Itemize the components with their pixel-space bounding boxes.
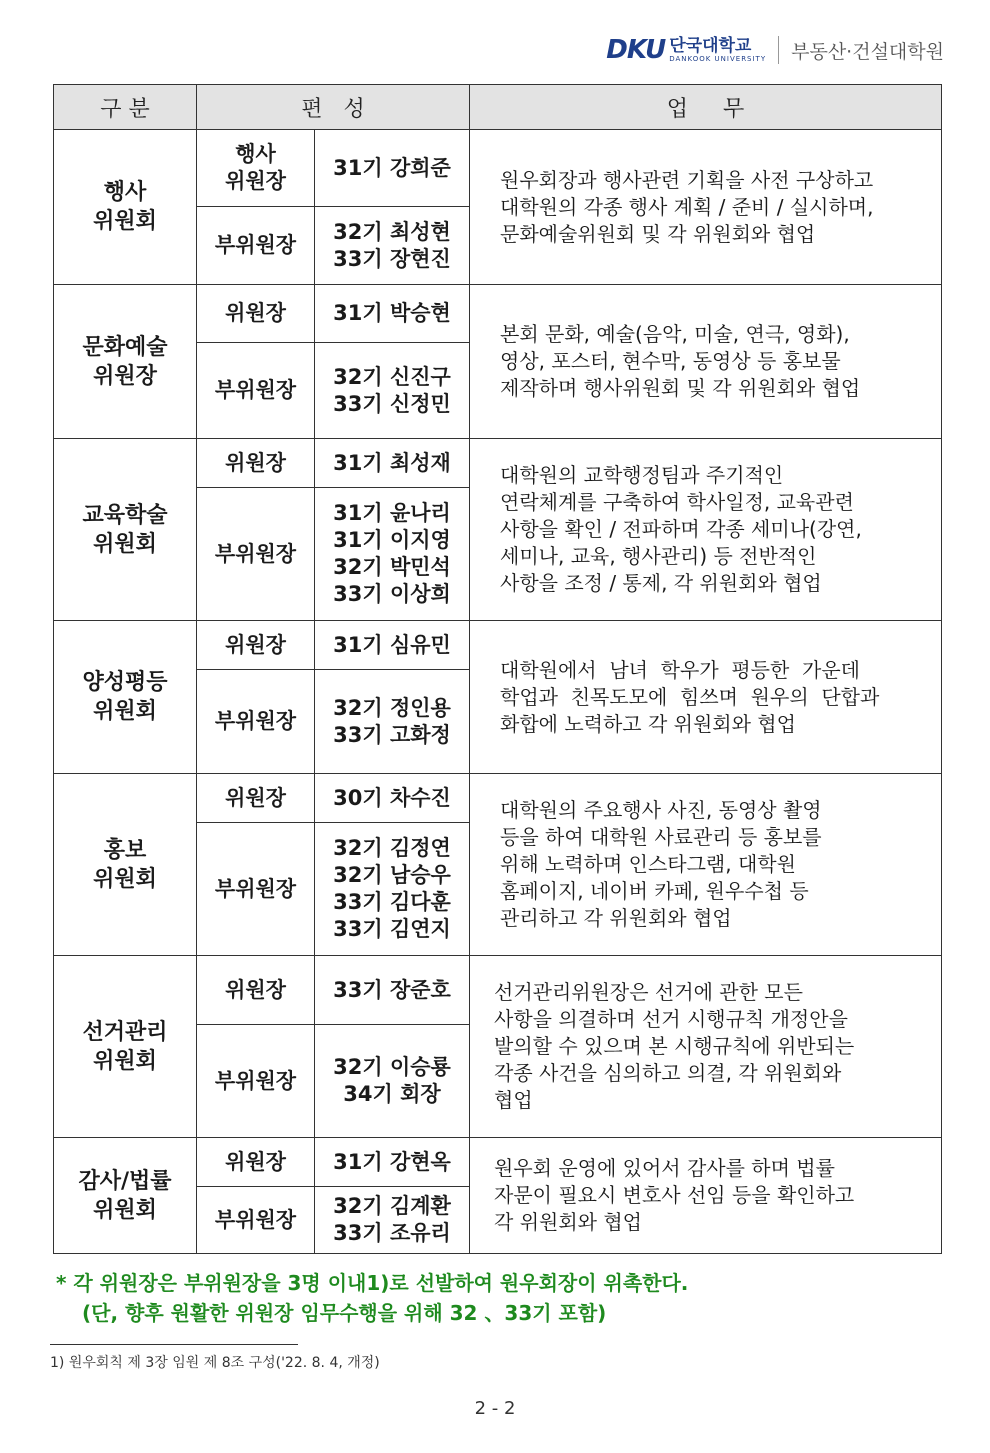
position-title — [197, 670, 315, 774]
duty-line: 세미나, 교육, 행사관리) 등 전반적인 — [500, 544, 817, 568]
committee-duty — [470, 956, 942, 1138]
footnote: 1) 원우회칙 제 3장 임원 제 8조 구성('22. 8. 4, 개정) — [50, 1355, 380, 1371]
duty-line: 대학원에서 남녀 학우가 평등한 가운데 — [500, 657, 860, 682]
member-name: 32기 김정연 — [333, 836, 451, 860]
committee-name-line: 감사/법률 — [78, 1168, 172, 1194]
duty-line: 발의할 수 있으며 본 시행규칙에 위반되는 — [494, 1034, 855, 1058]
table-row — [54, 130, 942, 207]
table-row — [54, 285, 942, 343]
committee-duty — [470, 774, 942, 956]
duty-line: 대학원의 주요행사 사진, 동영상 촬영 — [500, 798, 822, 822]
duty-line: 선거관리위원장은 선거에 관한 모든 — [494, 980, 803, 1004]
position-title — [197, 1187, 315, 1254]
duty-line: 영상, 포스터, 현수막, 동영상 등 홍보물 — [500, 349, 841, 373]
committee-name-line: 위원회 — [93, 209, 157, 234]
member-list — [315, 1187, 470, 1254]
position-title-line: 부위원장 — [214, 709, 297, 733]
member-name: 31기 최성재 — [333, 450, 451, 475]
member-name: 33기 장준호 — [333, 977, 451, 1002]
table-row — [54, 1138, 942, 1187]
footnote-divider — [50, 1344, 298, 1345]
committee-name-line: 위원회 — [93, 699, 157, 724]
committee-duty — [470, 1138, 942, 1254]
position-title — [197, 130, 315, 207]
table-row — [54, 956, 942, 1025]
position-title-line: 위원장 — [225, 301, 286, 325]
committee-name — [54, 621, 197, 774]
duty-line: 등을 하여 대학원 사료관리 등 홍보를 — [500, 825, 822, 849]
member-name: 33기 조유리 — [333, 1221, 451, 1245]
university-logo-text — [669, 37, 766, 64]
committee-name — [54, 130, 197, 285]
position-title — [197, 823, 315, 956]
position-title-line: 부위원장 — [214, 1207, 297, 1232]
position-title — [197, 1138, 315, 1187]
table-row — [54, 439, 942, 488]
duty-line: 대학원의 각종 행사 계획 / 준비 / 실시하며, — [500, 194, 874, 219]
position-title-line: 부위원장 — [214, 541, 297, 566]
duty-line: 각종 사건을 심의하고 의결, 각 위원회와 — [494, 1061, 842, 1085]
member-name: 33기 김다훈 — [333, 890, 451, 914]
duty-line: 자문이 필요시 변호사 선임 등을 확인하고 — [494, 1183, 855, 1207]
header-duty: 업 무 — [470, 85, 942, 130]
position-title — [197, 956, 315, 1025]
committee-name-line: 양성평등 — [82, 670, 168, 695]
committee-table — [53, 84, 942, 1254]
committee-name-line: 교육학술 — [82, 502, 168, 528]
position-title — [197, 439, 315, 488]
member-name: 30기 차수진 — [333, 785, 451, 810]
member-list — [315, 1138, 470, 1187]
member-list — [315, 774, 470, 823]
table-row — [54, 774, 942, 823]
position-title — [197, 774, 315, 823]
position-title-line: 위원장 — [225, 632, 286, 657]
position-title — [197, 621, 315, 670]
committee-name — [54, 1138, 197, 1254]
member-list — [315, 670, 470, 774]
committee-name — [54, 956, 197, 1138]
note-line-2-text: (단, 향후 원활한 위원장 임무수행을 위해 32 、33기 포함) — [82, 1301, 607, 1325]
duty-line: 위해 노력하며 인스타그램, 대학원 — [500, 852, 796, 876]
note-line-2 — [56, 1298, 688, 1328]
committee-name-line: 위원회 — [93, 1197, 157, 1223]
member-name: 32기 신진구 — [333, 364, 451, 389]
member-name: 31기 강현옥 — [333, 1149, 451, 1174]
duty-line: 제작하며 행사위원회 및 각 위원회와 협업 — [500, 376, 861, 400]
university-name: 단국대학교 — [669, 35, 752, 56]
table-header-row — [54, 85, 942, 130]
duty-line: 학업과 친목도모에 힘쓰며 원우의 단합과 — [500, 684, 880, 709]
committee-name — [54, 285, 197, 439]
member-name: 34기 회장 — [343, 1082, 441, 1106]
duty-line: 사항을 의결하며 선거 시행규칙 개정안을 — [494, 1007, 848, 1031]
duty-line: 원우회 운영에 있어서 감사를 하며 법률 — [494, 1156, 835, 1180]
member-list — [315, 488, 470, 621]
duty-line: 사항을 확인 / 전파하며 각종 세미나(강연, — [500, 517, 862, 541]
committee-name-line: 위원회 — [93, 866, 157, 892]
appointment-note — [56, 1268, 688, 1328]
member-name: 31기 강희준 — [333, 155, 451, 180]
position-title-line: 부위원장 — [214, 233, 297, 257]
member-name: 31기 윤나리 — [333, 501, 451, 525]
member-name: 33기 이상희 — [333, 582, 451, 606]
position-title — [197, 285, 315, 343]
position-title — [197, 488, 315, 621]
position-title-line: 부위원장 — [214, 1068, 297, 1093]
position-title-line: 위원장 — [225, 785, 286, 810]
member-name: 33기 신정민 — [333, 391, 451, 416]
position-title-line: 위원장 — [225, 169, 286, 193]
member-name: 31기 심유민 — [333, 632, 451, 657]
committee-name-line: 홍보 — [103, 837, 147, 863]
committee-duty — [470, 285, 942, 439]
committee-duty — [470, 439, 942, 621]
committee-name-line: 행사 — [103, 180, 147, 205]
committee-name-line: 위원회 — [93, 531, 157, 557]
member-list — [315, 956, 470, 1025]
note-line-1-text: * 각 위원장은 부위원장을 3명 이내1)로 선발하여 원우회장이 위촉한다. — [56, 1271, 689, 1295]
member-name: 32기 최성현 — [333, 219, 451, 244]
member-name: 32기 박민석 — [333, 555, 451, 579]
duty-line: 대학원의 교학행정팀과 주기적인 — [500, 463, 784, 487]
header — [606, 30, 944, 70]
member-name: 31기 이지영 — [333, 528, 451, 552]
duty-line: 사항을 조정 / 통제, 각 위원회와 협업 — [500, 571, 822, 595]
page-number: 2 - 2 — [474, 1398, 516, 1419]
member-list — [315, 439, 470, 488]
committee-name-line: 문화예술 — [82, 334, 168, 360]
member-list — [315, 621, 470, 670]
duty-line: 홈페이지, 네이버 카페, 원우수첩 등 — [500, 879, 809, 903]
committee-name-line: 위원회 — [93, 1048, 157, 1074]
duty-line: 협업 — [494, 1088, 533, 1112]
member-name: 33기 장현진 — [333, 246, 451, 271]
position-title-line: 위원장 — [225, 450, 286, 475]
member-name: 32기 김계환 — [333, 1194, 451, 1218]
position-title-line: 행사 — [235, 142, 276, 166]
position-title — [197, 343, 315, 439]
header-divider — [778, 36, 779, 64]
committee-name-line: 위원장 — [93, 363, 157, 389]
position-title-line: 부위원장 — [214, 378, 297, 402]
member-list — [315, 285, 470, 343]
member-name: 33기 김연지 — [333, 917, 451, 941]
duty-line: 연락체계를 구축하여 학사일정, 교육관련 — [500, 490, 854, 514]
member-list — [315, 343, 470, 439]
position-title-line: 위원장 — [225, 1149, 286, 1174]
table-row — [54, 621, 942, 670]
university-logo-mark: DKU — [606, 35, 666, 65]
member-name: 31기 박승현 — [333, 301, 451, 325]
member-name: 32기 남승우 — [333, 863, 451, 887]
member-list — [315, 207, 470, 285]
header-category: 구 분 — [54, 85, 197, 130]
member-list — [315, 1025, 470, 1138]
duty-line: 관리하고 각 위원회와 협업 — [500, 906, 732, 930]
member-list — [315, 130, 470, 207]
committee-name — [54, 439, 197, 621]
member-name: 32기 이승룡 — [333, 1055, 451, 1079]
member-name: 32기 정인용 — [333, 695, 451, 720]
duty-line: 본회 문화, 예술(음악, 미술, 연극, 영화), — [500, 322, 850, 346]
header-composition: 편 성 — [197, 85, 470, 130]
position-title-line: 위원장 — [225, 977, 286, 1002]
duty-line: 문화예술위원회 및 각 위원회와 협업 — [500, 221, 816, 246]
duty-line: 각 위원회와 협업 — [494, 1210, 642, 1234]
position-title — [197, 207, 315, 285]
position-title-line: 부위원장 — [214, 876, 297, 901]
committee-duty — [470, 621, 942, 774]
member-list — [315, 823, 470, 956]
duty-line: 화합에 노력하고 각 위원회와 협업 — [500, 711, 796, 736]
committee-name — [54, 774, 197, 956]
committee-name-line: 선거관리 — [82, 1019, 168, 1045]
position-title — [197, 1025, 315, 1138]
member-name: 33기 고화정 — [333, 722, 451, 747]
university-name-en: DANKOOK UNIVERSITY — [669, 54, 767, 63]
note-line-1 — [56, 1268, 688, 1298]
committee-duty — [470, 130, 942, 285]
duty-line: 원우회장과 행사관련 기획을 사전 구상하고 — [500, 167, 874, 192]
graduate-school-name: 부동산·건설대학원 — [791, 40, 944, 63]
